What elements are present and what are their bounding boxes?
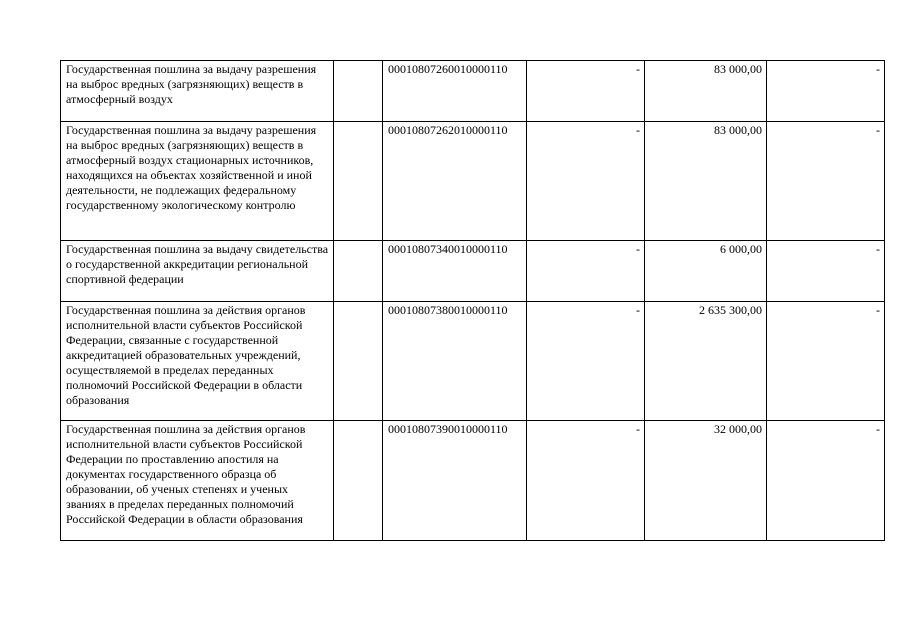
last-value-cell: - — [767, 61, 885, 122]
amount-cell: 6 000,00 — [645, 241, 767, 302]
revenue-code-cell: 00010807260010000110 — [383, 61, 527, 122]
table-row — [61, 302, 885, 421]
empty-cell — [334, 122, 383, 241]
plan-value-cell: - — [527, 122, 645, 241]
revenue-name-cell: Государственная пошлина за действия органов исполнительной власти субъектов Российской Федерации, связанные с государственной аккредитацией образовательных учреждений, осуществляемой в пределах переданных полномочий Российской Федерации в области образования — [61, 302, 334, 421]
revenue-code-cell: 00010807380010000110 — [383, 302, 527, 421]
plan-value-cell: - — [527, 61, 645, 122]
table-row — [61, 421, 885, 541]
last-value-cell: - — [767, 421, 885, 541]
table-row — [61, 122, 885, 241]
table-row — [61, 61, 885, 122]
empty-cell — [334, 302, 383, 421]
amount-cell: 2 635 300,00 — [645, 302, 767, 421]
plan-value-cell: - — [527, 302, 645, 421]
amount-cell: 32 000,00 — [645, 421, 767, 541]
amount-cell: 83 000,00 — [645, 61, 767, 122]
last-value-cell: - — [767, 302, 885, 421]
empty-cell — [334, 421, 383, 541]
revenue-code-cell: 00010807390010000110 — [383, 421, 527, 541]
empty-cell — [334, 61, 383, 122]
amount-cell: 83 000,00 — [645, 122, 767, 241]
revenue-table — [60, 60, 885, 541]
plan-value-cell: - — [527, 241, 645, 302]
revenue-code-cell: 00010807340010000110 — [383, 241, 527, 302]
plan-value-cell: - — [527, 421, 645, 541]
revenue-name-cell: Государственная пошлина за выдачу разрешения на выброс вредных (загрязняющих) веществ в атмосферный воздух — [61, 61, 334, 122]
table-row — [61, 241, 885, 302]
empty-cell — [334, 241, 383, 302]
revenue-name-cell: Государственная пошлина за выдачу разрешения на выброс вредных (загрязняющих) веществ в атмосферный воздух стационарных источников, находящихся на объектах хозяйственной и иной деятельности, не подлежащих федеральному государственному экологическому контролю — [61, 122, 334, 241]
revenue-code-cell: 00010807262010000110 — [383, 122, 527, 241]
revenue-name-cell: Государственная пошлина за действия органов исполнительной власти субъектов Российской Федерации по проставлению апостиля на документах государственного образца об образовании, об ученых степенях и ученых званиях в пределах переданных полномочий Российской Федерации в области образования — [61, 421, 334, 541]
last-value-cell: - — [767, 122, 885, 241]
revenue-name-cell: Государственная пошлина за выдачу свидетельства о государственной аккредитации региональной спортивной федерации — [61, 241, 334, 302]
last-value-cell: - — [767, 241, 885, 302]
